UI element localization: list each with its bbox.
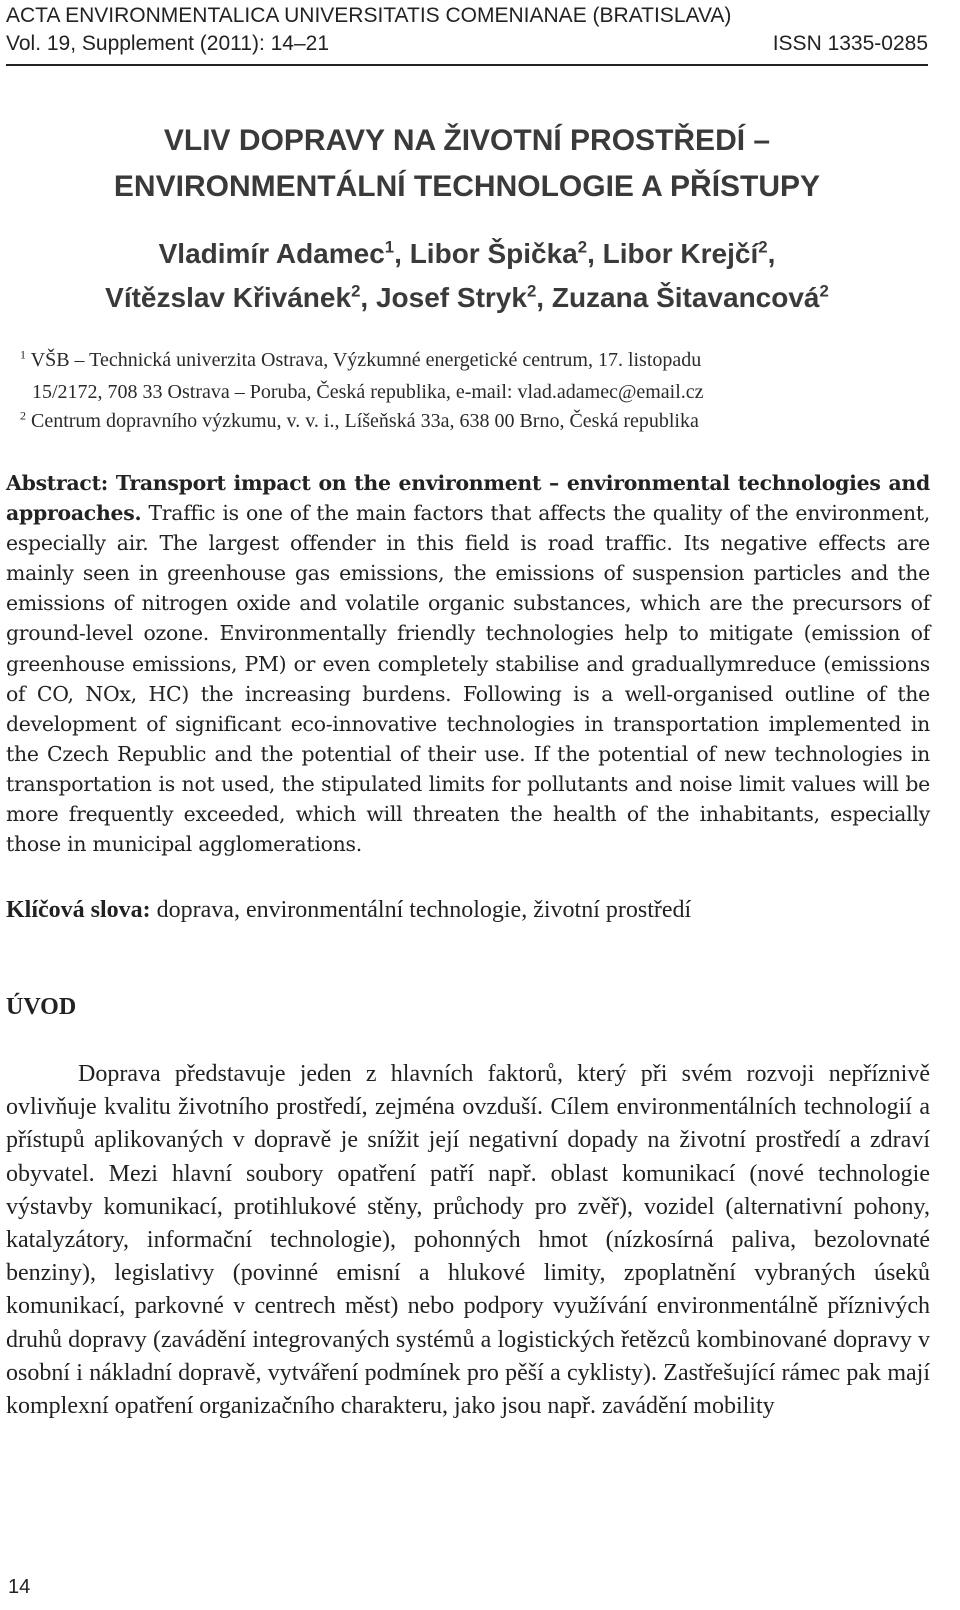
header-divider (6, 64, 928, 66)
abstract (6, 468, 930, 859)
paper-title (0, 118, 934, 210)
author-name: Libor Špička (409, 238, 578, 269)
author-name: Josef Stryk (375, 282, 527, 313)
author-name: Libor Krejčí (602, 238, 759, 269)
page-number: 14 (8, 1576, 31, 1598)
keywords-label: Klíčová slova: (6, 897, 151, 923)
abstract-text: Traffic is one of the main factors that affects the quality of the environment, especially air. The largest offender in this field is road traffic. Its negative effects are mainly seen in greenhouse gas emissions, the emissions of suspension particles and the emissions of nitrogen oxide and volatile organic substances, which are the precursors of ground-level ozone. Environmentally friendly technologies help to mitigate (emission of greenhouse emissions, PM) or even completely stabilise and graduallymreduce (emissions of CO, NOx, HC) the increasing burdens. Following is a well-organised outline of the development of significant eco-innovative technologies in transportation implemented in the Czech Republic and the potential of their use. If the potential of new technologies in transportation is not used, the stipulated limits for pollutants and noise limit values will be more frequently exceeded, which will threaten the health of the inhabitants, especially those in municipal agglomerations. (6, 501, 930, 857)
section-heading-intro: ÚVOD (6, 994, 77, 1020)
author-affil-sup: 2 (758, 237, 768, 257)
abstract-label: Abstract: Transport impact on the environment – environmental technologies and approaches. (6, 471, 930, 526)
affiliation-2-text: Centrum dopravního výzkumu, v. v. i., Líšeňská 33a, 638 00 Brno, Česká republika (31, 410, 699, 432)
author-separator: , (767, 238, 776, 269)
volume-info: Vol. 19, Supplement (2011): 14–21 (6, 32, 330, 55)
affiliation-number: 2 (20, 408, 26, 423)
intro-body (6, 1058, 930, 1423)
affiliation-number: 1 (20, 347, 26, 362)
author-affil-sup: 2 (526, 281, 537, 301)
affiliation-1 (20, 344, 930, 408)
affiliation-1-line-2: 15/2172, 708 33 Ostrava – Poruba, Česká republika, e-mail: vlad.adamec@email.cz (32, 381, 704, 403)
keywords-text: doprava, environmentální technologie, životní prostředí (156, 897, 692, 923)
author-separator: , (360, 282, 376, 313)
author-separator: , (536, 282, 552, 313)
author-affil-sup: 2 (577, 237, 588, 257)
author-affil-sup: 2 (819, 281, 829, 301)
author-affil-sup: 2 (351, 281, 361, 301)
issn: ISSN 1335-0285 (772, 32, 928, 55)
keywords (6, 893, 930, 927)
author-affil-sup: 1 (384, 237, 395, 257)
running-header (6, 2, 928, 58)
author-name: Zuzana Šitavancová (551, 282, 820, 313)
title-line-1: VLIV DOPRAVY NA ŽIVOTNÍ PROSTŘEDÍ – (163, 124, 771, 157)
author-separator: , (587, 238, 603, 269)
author-list (0, 232, 934, 320)
author-name: Vladimír Adamec (158, 238, 385, 269)
author-separator: , (394, 238, 410, 269)
author-name: Vítězslav Křivánek (105, 282, 352, 313)
journal-name: ACTA ENVIRONMENTALICA UNIVERSITATIS COMENIANAE (BRATISLAVA) (6, 4, 732, 27)
title-line-2: ENVIRONMENTÁLNÍ TECHNOLOGIE A PŘÍSTUPY (113, 170, 821, 203)
affiliation-2 (20, 405, 930, 437)
affiliation-1-line-1: VŠB – Technická univerzita Ostrava, Výzkumné energetické centrum, 17. listopadu (30, 349, 702, 371)
intro-paragraph: Doprava představuje jeden z hlavních faktorů, který při svém rozvoji nepříznivě ovlivňuje kvalitu životního prostředí, zejména ovzduší. Cílem environmentálních technologií a přístupů aplikovaných v dopravě je snížit její negativní dopady na životní prostředí a zdraví obyvatel. Mezi hlavní soubory opatření patří např. oblast komunikací (nové technologie výstavby komunikací, protihlukové stěny, průchody pro zvěř), vozidel (alternativní pohony, katalyzátory, informační technologie), pohonných hmot (nízkosírná paliva, bezolovnaté benziny), legislativy (povinné emisní a hlukové limity, zpoplatnění vybraných úseků komunikací, parkovné v centrech měst) nebo podpory využívání environmentálně příznivých druhů dopravy (zavádění integrovaných systémů a logistických řetězců kombinované dopravy v osobní i nákladní dopravě, vytváření podmínek pro pěší a cyklisty). Zastřešující rámec pak mají komplexní opatření organizačního charakteru, jako jsou např. zavádění mobility (6, 1061, 930, 1420)
